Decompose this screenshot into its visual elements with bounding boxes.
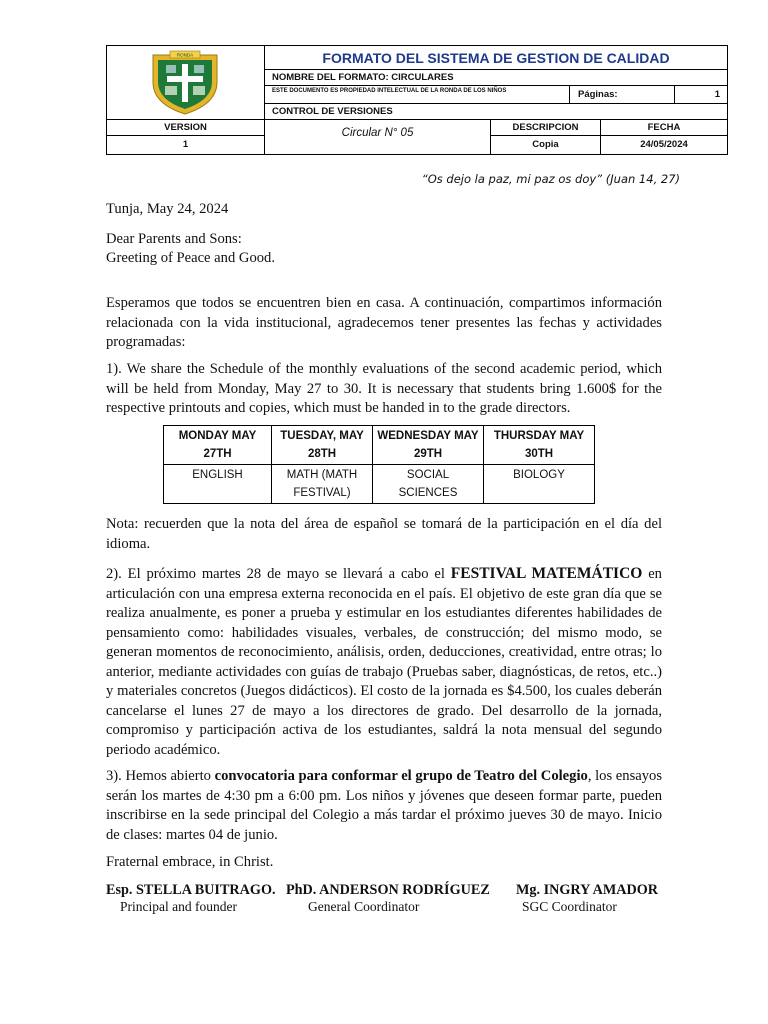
document-header-table xyxy=(106,45,728,155)
signature-role: Principal and founder xyxy=(120,899,237,914)
property-note: ESTE DOCUMENTO ES PROPIEDAD INTELECTUAL DE LA RONDA DE LOS NIÑOS xyxy=(265,86,569,104)
signature-name: Esp. STELLA BUITRAGO. xyxy=(106,882,276,898)
schedule-subject-row xyxy=(164,465,595,504)
schedule-header-cell: THURSDAY MAY 30TH xyxy=(484,426,595,465)
schedule-header-cell: TUESDAY, MAY 28TH xyxy=(272,426,373,465)
version-control-label: CONTROL DE VERSIONES xyxy=(265,104,727,120)
description-label: DESCRIPCION xyxy=(491,120,601,136)
paragraph-2 xyxy=(106,564,662,760)
schedule-header-cell: MONDAY MAY 27TH xyxy=(164,426,272,465)
signature-general-coordinator xyxy=(286,882,490,915)
bible-quote: “Os dejo la paz, mi paz os doy” (Juan 14, 27) xyxy=(421,172,680,186)
logo-cell xyxy=(107,46,265,119)
schedule-subject-cell: BIOLOGY xyxy=(484,465,595,504)
version-label: VERSION xyxy=(107,120,265,136)
paragraph-3-lead: 3). Hemos abierto xyxy=(106,768,215,784)
schedule-subject-cell: ENGLISH xyxy=(164,465,272,504)
schedule-header-row xyxy=(164,426,595,465)
circular-number: Circular N° 05 xyxy=(265,120,491,154)
format-name: NOMBRE DEL FORMATO: CIRCULARES xyxy=(265,70,727,86)
signature-role: SGC Coordinator xyxy=(522,899,617,914)
paragraph-3 xyxy=(106,767,662,845)
signature-sgc-coordinator xyxy=(516,882,658,915)
evaluation-schedule-table xyxy=(163,425,595,504)
svg-text:RONDA: RONDA xyxy=(176,52,194,58)
schedule-subject-cell: MATH (MATH FESTIVAL) xyxy=(272,465,373,504)
greeting: Greeting of Peace and Good. xyxy=(106,250,275,266)
signature-principal xyxy=(106,882,276,915)
description-value: Copia xyxy=(491,136,601,154)
paragraph-2-body: en articulación con una empresa externa reconocida en el país. El objetivo de este gran día que se realiza anualmente, es poner a prueba y estimular en los estudiantes diferentes habilidades de pensamiento como: habilidades visuales, verbales, de construcción; del mismo modo, se generan momentos de reconocimiento, análisis, orden, deducciones, creatividad, entre otras; lo anterior, mediante actividades con guías de trabajo (Pruebas saber, diagnósticas, de retos, etc..) y materiales concretos (Juegos didácticos). El costo de la jornada es $4.500, los cuales deberán cancelarse el lunes 27 de mayo a los directores de grado. Del desarrollo de la jornada, compromiso y participación activa de los estudiantes, saldrá la nota mensual del segundo periodo académico. xyxy=(106,566,662,758)
date-label: FECHA xyxy=(601,120,727,136)
place-date: Tunja, May 24, 2024 xyxy=(106,201,229,217)
festival-title: FESTIVAL MATEMÁTICO xyxy=(450,565,643,582)
version-value: 1 xyxy=(107,136,265,154)
paragraph-2-lead: 2). El próximo martes 28 de mayo se llevará a cabo el xyxy=(106,566,451,582)
schedule-subject-cell: SOCIAL SCIENCES xyxy=(373,465,484,504)
signature-role: General Coordinator xyxy=(308,899,420,914)
intro-paragraph: Esperamos que todos se encuentren bien en casa. A continuación, compartimos información relacionada con la vida institucional, agradecemos tener presentes las fechas y actividades programadas: xyxy=(106,295,662,350)
salutation: Dear Parents and Sons: xyxy=(106,231,242,247)
date-value: 24/05/2024 xyxy=(640,139,688,150)
theater-call: convocatoria para conformar el grupo de Teatro del Colegio xyxy=(214,768,588,784)
schedule-header-cell: WEDNESDAY MAY 29TH xyxy=(373,426,484,465)
pages-value: 1 xyxy=(675,86,727,104)
signature-name: PhD. ANDERSON RODRÍGUEZ xyxy=(286,882,490,898)
school-shield-logo xyxy=(107,46,265,119)
paragraph-1: 1). We share the Schedule of the monthly evaluations of the second academic period, which will be held from Monday, May 27 to 30. It is necessary that students bring 1.600$ for the respective printouts and copies, which must be handed in to the grade directors. xyxy=(106,361,662,416)
closing: Fraternal embrace, in Christ. xyxy=(106,854,274,870)
signature-name: Mg. INGRY AMADOR xyxy=(516,882,659,898)
paragraph-3-body: , los ensayos serán los martes de 4:30 pm a 6:00 pm. Los niños y jóvenes que deseen formar parte, pueden inscribirse en la sede principal del Colegio a más tardar el próximo jueves 30 de mayo. Inicio de clases: martes 04 de junio. xyxy=(106,768,662,843)
format-system-title: FORMATO DEL SISTEMA DE GESTION DE CALIDAD xyxy=(265,46,727,70)
pages-label: Páginas: xyxy=(569,86,675,104)
spanish-note: Nota: recuerden que la nota del área de español se tomará de la participación en el día del idioma. xyxy=(106,516,662,552)
